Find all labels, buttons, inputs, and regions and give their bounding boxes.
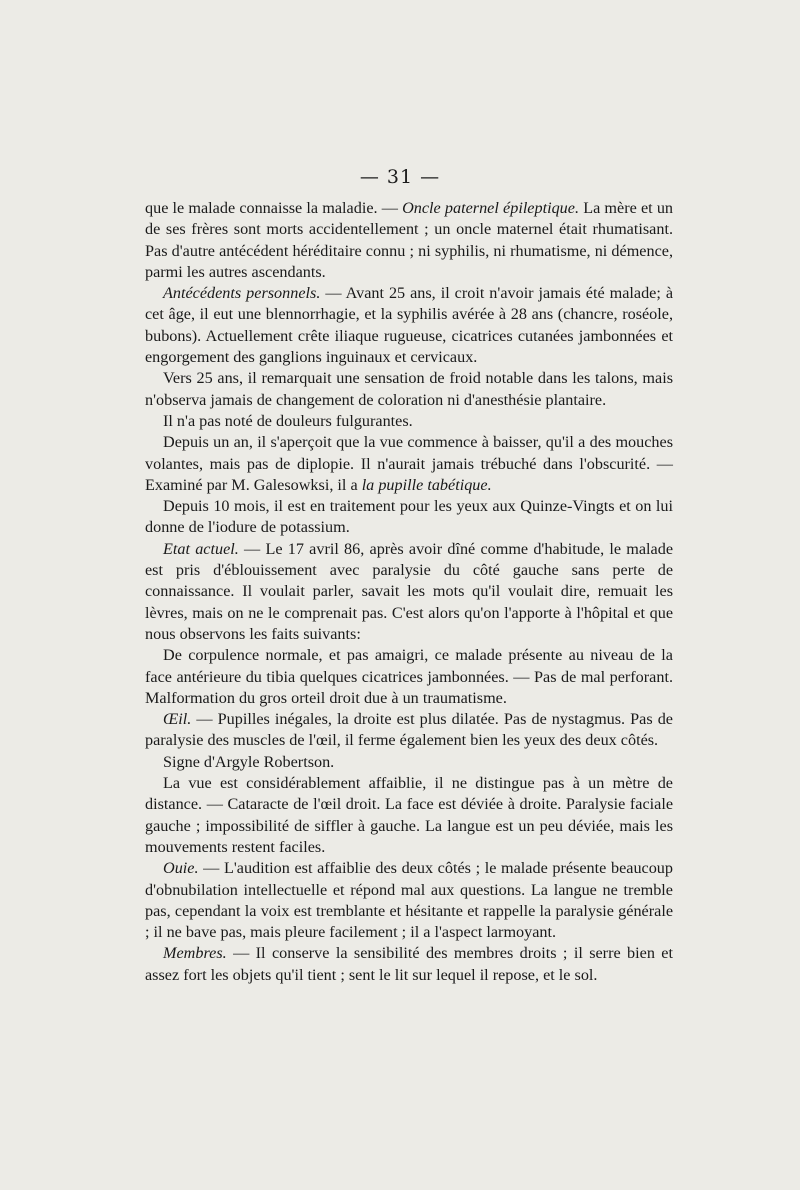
paragraph-family-history xyxy=(145,198,673,283)
paragraph-corpulence xyxy=(145,645,673,709)
text-run: Il n'a pas noté de douleurs fulgurantes. xyxy=(163,411,413,430)
paragraph-eye xyxy=(145,709,673,752)
paragraph-cold-sensation xyxy=(145,368,673,411)
text-run: — Il conserve la sensibilité des membres droits ; il serre bien et assez fort les objets qu'il tient ; sent le lit sur lequel il repose, et le sol. xyxy=(145,944,673,984)
page-number: — 31 — xyxy=(359,166,441,188)
paragraph-hearing xyxy=(145,858,673,943)
text-run: Depuis 10 mois, il est en traitement pour les yeux aux Quinze-Vingts et on lui donne de l'iodure de potassium. xyxy=(145,497,673,537)
section-heading-italic: Antécédents personnels. xyxy=(163,284,321,303)
paragraph-argyle-robertson xyxy=(145,752,673,773)
text-run-italic: la pupille tabétique. xyxy=(361,475,492,494)
text-run: La mère et un de ses frères sont morts accidentellement ; un oncle maternel était rhumatisant. Pas d'autre antécédent héréditaire connu ; ni syphilis, ni rhumatisme, ni démence, parmi les autres ascendants. xyxy=(145,199,674,281)
text-run: La vue est considérablement affaiblie, il ne distingue pas à un mètre de distance. — Cataracte de l'œil droit. La face est déviée à droite. Paralysie faciale gauche ; impossibilité de siffler à gauche. La langue est un peu déviée, mais les mouvements restent faciles. xyxy=(145,774,673,856)
text-run: Depuis un an, il s'aperçoit que la vue commence à baisser, qu'il a des mouches volantes, mais pas de diplopie. Il n'aurait jamais trébuché dans l'obscurité. — Examiné par M. Galesowksi, il a xyxy=(145,433,673,494)
section-heading-italic: Etat actuel. xyxy=(163,539,239,558)
paragraph-personal-history xyxy=(145,283,673,368)
body-text xyxy=(145,198,673,986)
text-run: Vers 25 ans, il remarquait une sensation de froid notable dans les talons, mais n'observa jamais de changement de coloration ni d'anesthésie plantaire. xyxy=(145,369,673,409)
paragraph-limbs xyxy=(145,943,673,986)
paragraph-pains xyxy=(145,411,673,432)
section-heading-italic: Œil. xyxy=(163,710,192,729)
text-run: — L'audition est affaiblie des deux côtés ; le malade présente beaucoup d'obnubilation intellectuelle et répond mal aux questions. La langue ne tremble pas, cependant la voix est tremblante et hésitante et rappelle la paralysie générale ; il ne bave pas, mais pleure facilement ; il a l'aspect larmoyant. xyxy=(145,859,673,942)
text-run: — Pupilles inégales, la droite est plus dilatée. Pas de nystagmus. Pas de paralysie des muscles de l'œil, il ferme également bien les yeux des deux côtés. xyxy=(145,710,673,750)
text-run-italic: Oncle paternel épileptique. xyxy=(402,199,580,217)
text-run: que le malade connaisse la maladie. — xyxy=(145,199,403,217)
text-run: — Le 17 avril 86, après avoir dîné comme d'habitude, le malade est pris d'éblouissement avec paralysie du côté gauche sans perte de connaissance. Il voulait parler, savait les mots qu'il voulait dire, remuait les lèvres, mais on ne le comprenait pas. C'est alors qu'on l'apporte à l'hôpital et que nous observons les faits suivants: xyxy=(145,539,674,643)
text-run: Signe d'Argyle Robertson. xyxy=(163,752,335,771)
paragraph-sight xyxy=(145,773,673,858)
section-heading-italic: Ouie. xyxy=(163,859,199,878)
paragraph-treatment xyxy=(145,496,673,539)
section-heading-italic: Membres. xyxy=(163,944,227,963)
text-run: De corpulence normale, et pas amaigri, ce malade présente au niveau de la face antérieure du tibia quelques cicatrices jambonnées. — Pas de mal perforant. Malformation du gros orteil droit due à un traumatisme. xyxy=(145,646,673,707)
paragraph-vision xyxy=(145,432,673,496)
text-run: — Avant 25 ans, il croit n'avoir jamais été malade; à cet âge, il eut une blennorrhagie, et la syphilis avérée à 28 ans (chancre, roséole, bubons). Actuellement crête iliaque rugueuse, cicatrices cutanées jambonnées et engorgement des ganglions inguinaux et cervicaux. xyxy=(145,284,674,367)
paragraph-current-state xyxy=(145,539,673,645)
